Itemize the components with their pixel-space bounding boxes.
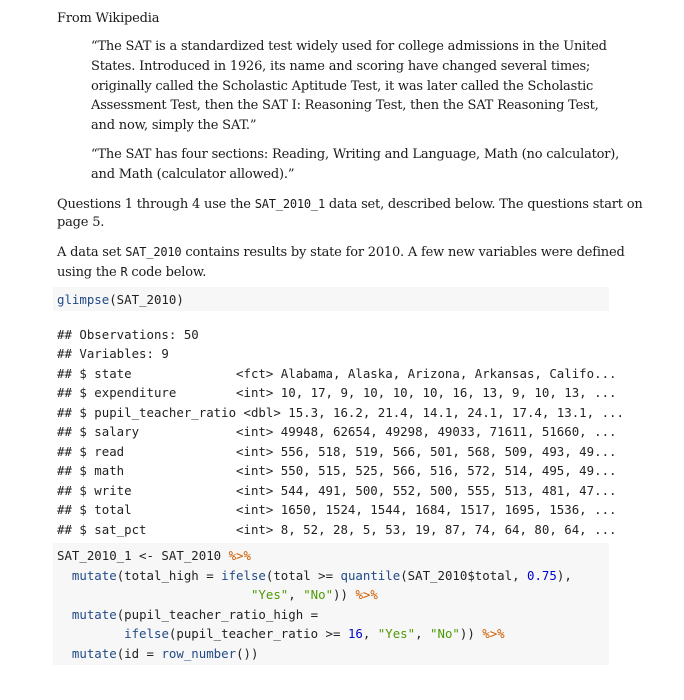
output-line: ## $ sat_pct <int> 8, 52, 28, 5, 53, 19, 87, 74, 64, 80, 64, ... bbox=[57, 522, 617, 537]
output-line: ## $ math <int> 550, 515, 525, 566, 516, 572, 514, 495, 49... bbox=[57, 463, 617, 478]
output-line: ## Variables: 9 bbox=[57, 346, 169, 361]
code-line: ifelse(pupil_teacher_ratio >= 16, "Yes", "No")) %>% bbox=[124, 626, 505, 641]
output-line: ## $ salary <int> 49948, 62654, 49298, 49033, 71611, 51660, ... bbox=[57, 424, 617, 439]
quote2-line: “The SAT has four sections: Reading, Writing and Language, Math (no calculator), bbox=[91, 147, 620, 162]
output-line: ## Observations: 50 bbox=[57, 327, 199, 342]
questions-paragraph-line2: page 5. bbox=[57, 215, 105, 230]
output-line: ## $ write <int> 544, 491, 500, 552, 500, 555, 513, 481, 47... bbox=[57, 483, 617, 498]
output-line: ## $ expenditure <int> 10, 17, 9, 10, 10, 10, 16, 13, 9, 10, 13, ... bbox=[57, 385, 617, 400]
quote1-line: originally called the Scholastic Aptitude Test, it was later called the Scholastic bbox=[91, 79, 594, 94]
code-line: mutate(pupil_teacher_ratio_high = bbox=[71, 607, 319, 622]
quote1-line: Assessment Test, then the SAT I: Reasoning Test, then the SAT Reasoning Test, bbox=[91, 98, 599, 113]
output-line: ## $ read <int> 556, 518, 519, 566, 501, 568, 509, 493, 49... bbox=[57, 444, 617, 459]
language-name: R bbox=[120, 265, 128, 279]
quote1-line: and now, simply the SAT.” bbox=[91, 118, 257, 133]
quote1-line: States. Introduced in 1926, its name and scoring have changed several times; bbox=[91, 59, 591, 74]
dataset-name: SAT_2010 bbox=[125, 245, 182, 259]
source-label: From Wikipedia bbox=[57, 11, 160, 26]
dataset-name: SAT_2010_1 bbox=[254, 197, 325, 211]
code-line: glimpse(SAT_2010) bbox=[57, 292, 184, 307]
questions-paragraph: Questions 1 through 4 use the SAT_2010_1 data set, described below. The questions start on bbox=[57, 197, 643, 212]
dataset-paragraph: A data set SAT_2010 contains results by state for 2010. A few new variables were defined bbox=[57, 245, 625, 260]
dataset-paragraph-line2: using the R code below. bbox=[57, 265, 207, 280]
output-line: ## $ pupil_teacher_ratio <dbl> 15.3, 16.2, 21.4, 14.1, 24.1, 17.4, 13.1, ... bbox=[57, 405, 624, 420]
output-line: ## $ total <int> 1650, 1524, 1544, 1684, 1517, 1695, 1536, ... bbox=[57, 502, 617, 517]
quote1-line: “The SAT is a standardized test widely used for college admissions in the United bbox=[91, 39, 607, 54]
output-line: ## $ state <fct> Alabama, Alaska, Arizona, Arkansas, Califo... bbox=[57, 366, 617, 381]
code-line: "Yes", "No")) %>% bbox=[250, 587, 378, 602]
code-line: mutate(total_high = ifelse(total >= quantile(SAT_2010$total, 0.75), bbox=[71, 568, 572, 583]
code-line: mutate(id = row_number()) bbox=[71, 646, 259, 661]
quote2-line: and Math (calculator allowed).” bbox=[91, 167, 295, 182]
code-line: SAT_2010_1 <- SAT_2010 %>% bbox=[57, 548, 251, 563]
